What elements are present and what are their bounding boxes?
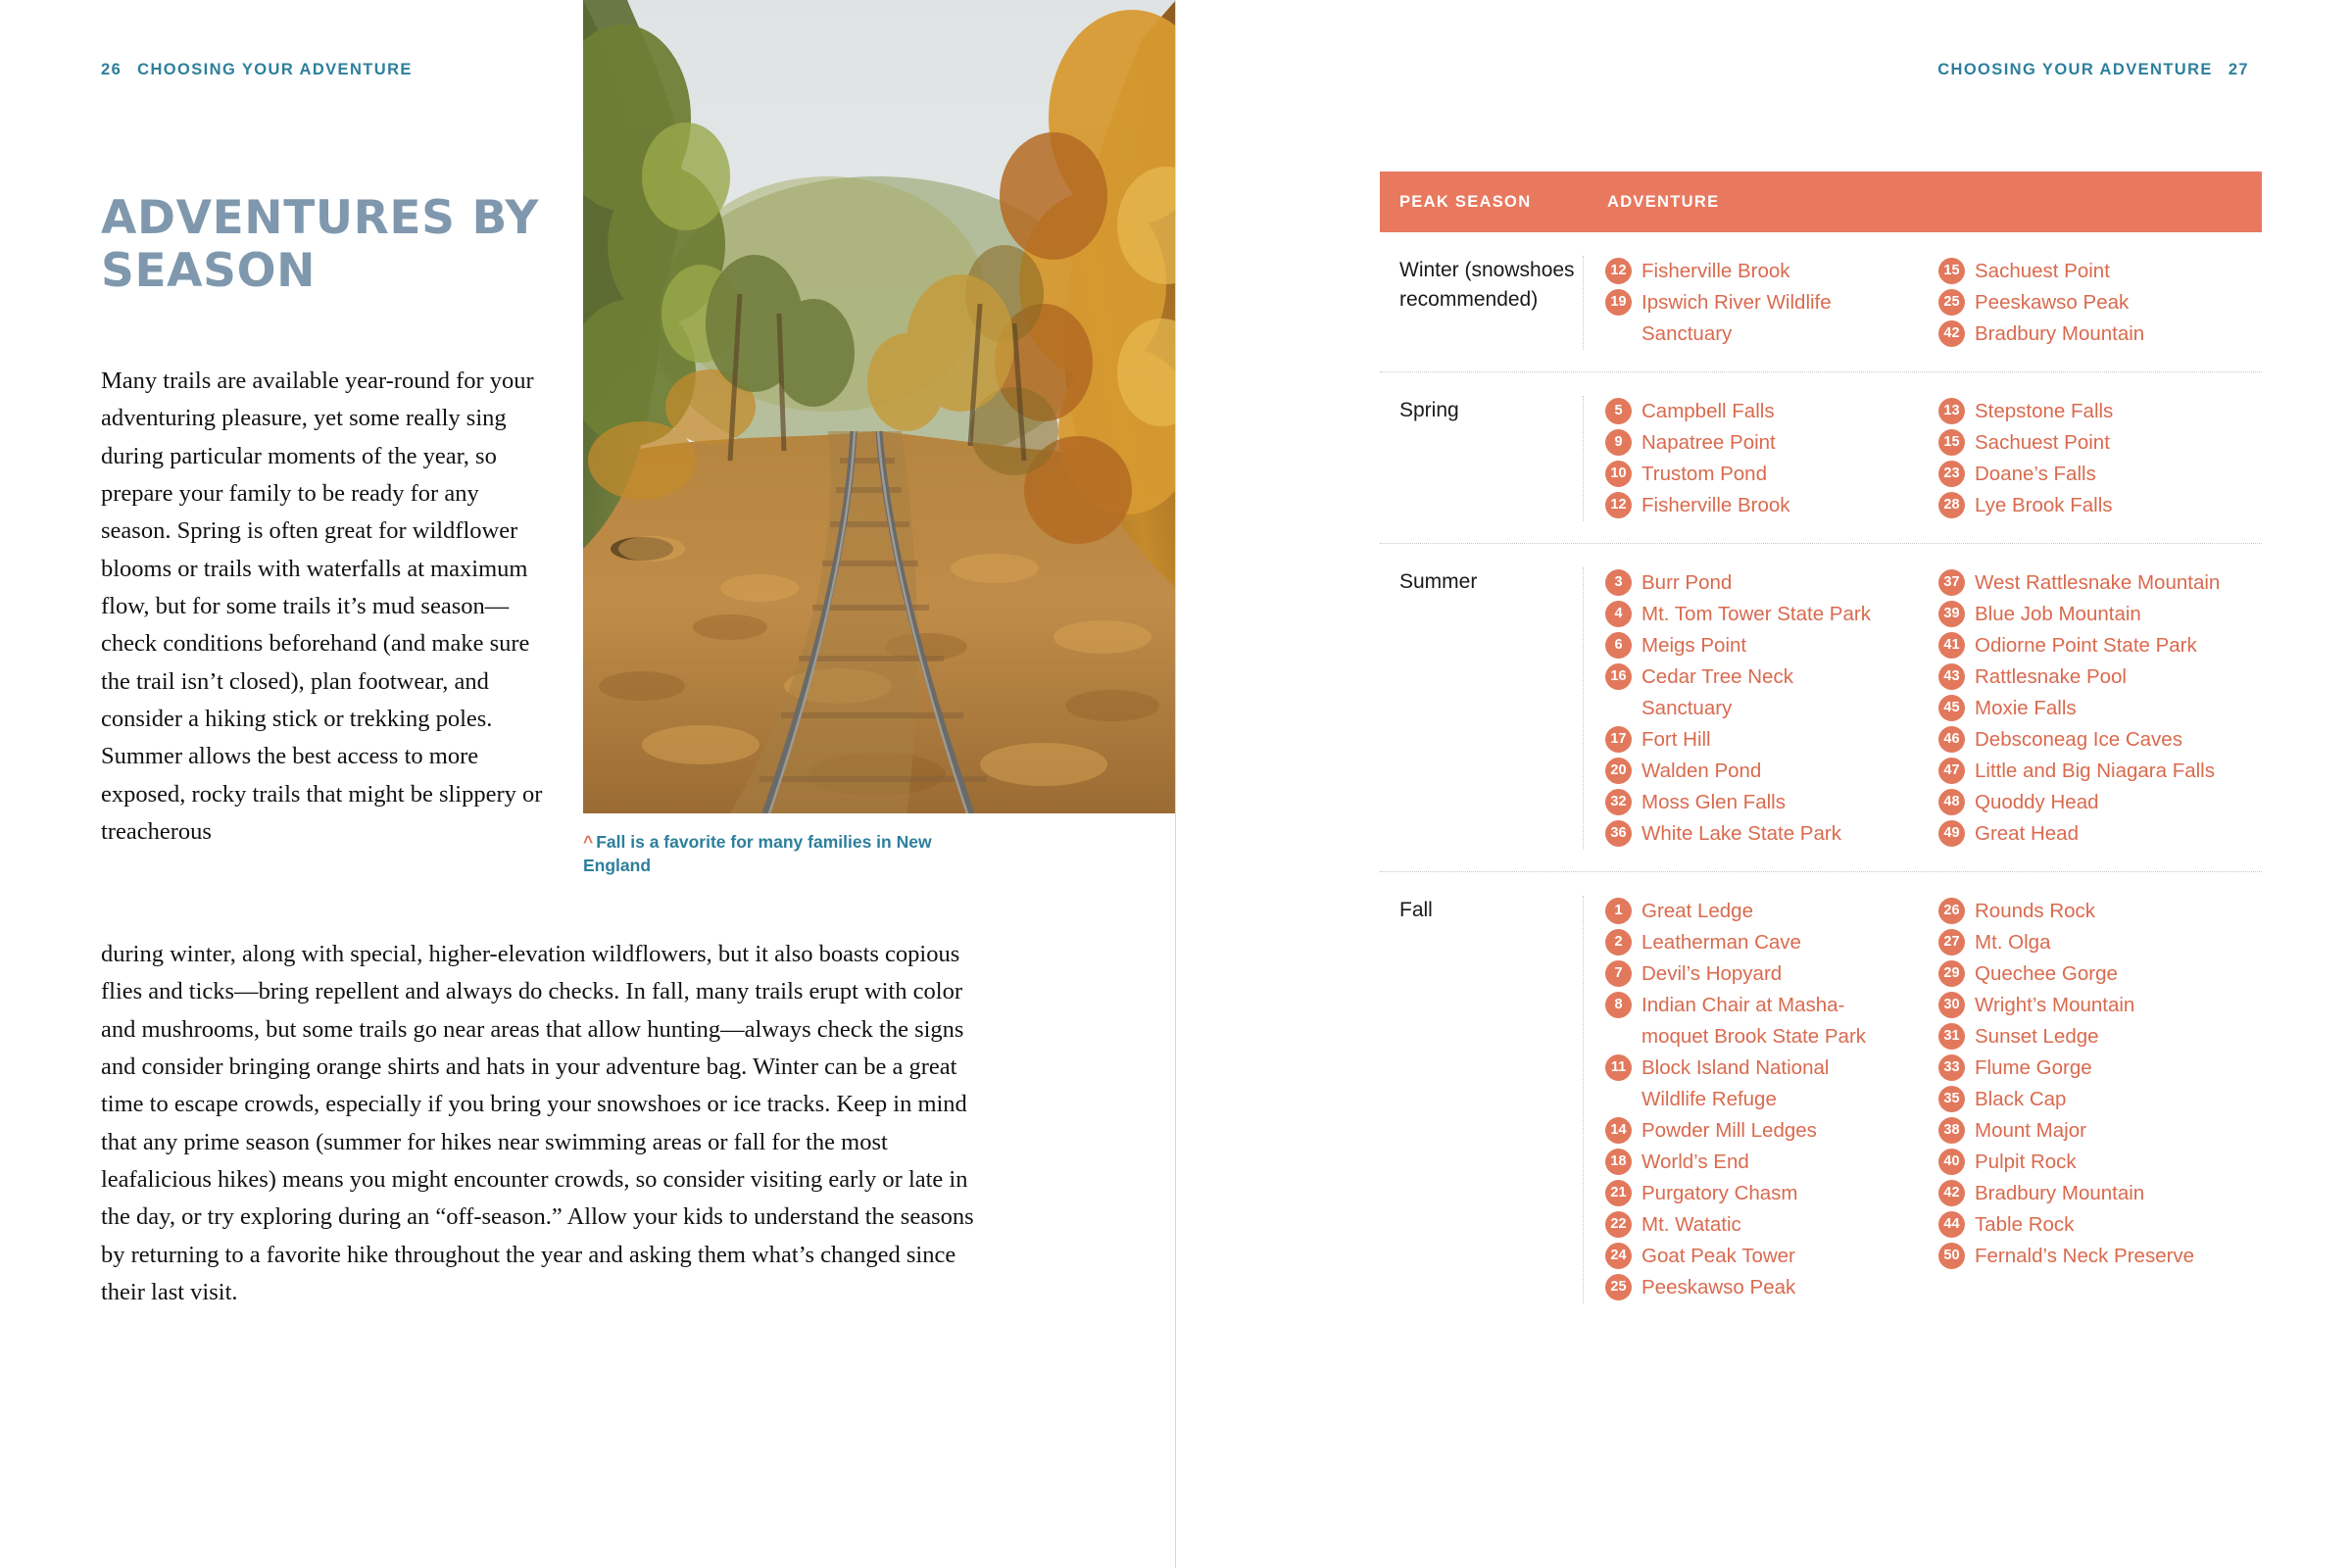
adventure-number-badge: 2 — [1605, 929, 1632, 956]
adventure-list-item[interactable] — [1605, 256, 1938, 284]
adventure-name: Blue Job Mountain — [1975, 603, 2141, 625]
adventure-list-item[interactable] — [1605, 459, 1938, 487]
adventure-list-item[interactable] — [1605, 567, 1938, 596]
adventure-list-item[interactable] — [1938, 287, 2262, 316]
body-paragraph-wide: during winter, along with special, higher-elevation wildflowers, but it also boasts copious flies and ticks—bring repellent and always do checks. In fall, many trails erupt with color and mushrooms, but some trails go near areas that allow hunting—always check the signs and consider bringing orange shirts and hats in your adventure bag. Winter can be a great time to escape crowds, especially if you bring your snowshoes or ice tracks. Keep in mind that any prime season (summer for hikes near swimming areas or fall for the most leafalicious hikes) means you might encounter crowds, so consider visiting early or late in the day, or try exploring during an “off-season.” Allow your kids to understand the seasons by returning to a favorite hike throughout the year and asking them what’s changed since their last visit. — [101, 941, 974, 1305]
adventure-column — [1938, 396, 2262, 521]
adventure-number-badge: 46 — [1938, 726, 1965, 753]
adventure-list-item[interactable] — [1605, 427, 1938, 456]
adventure-list-item[interactable] — [1605, 396, 1938, 424]
adventure-list-item[interactable] — [1605, 896, 1938, 924]
adventure-number-badge: 50 — [1938, 1243, 1965, 1269]
season-label: Summer — [1380, 567, 1584, 850]
column-header-adventure: ADVENTURE — [1607, 192, 1720, 211]
adventure-name: White Lake State Park — [1642, 822, 1841, 845]
adventure-name: World’s End — [1642, 1151, 1749, 1173]
adventure-number-badge: 35 — [1938, 1086, 1965, 1112]
adventure-name: Cedar Tree Neck — [1642, 665, 1793, 688]
adventure-name: Sanctuary — [1642, 697, 1733, 719]
adventure-number-badge: 31 — [1938, 1023, 1965, 1050]
adventure-number-badge: 42 — [1938, 320, 1965, 347]
adventure-name: Pulpit Rock — [1975, 1151, 2077, 1173]
adventure-number-badge: 49 — [1938, 820, 1965, 847]
page-number-right: 27 — [2228, 61, 2249, 78]
right-page — [1176, 0, 2352, 1568]
table-row — [1380, 372, 2262, 544]
adventure-list-item[interactable] — [1938, 756, 2262, 784]
adventure-name: Stepstone Falls — [1975, 400, 2114, 422]
adventure-name: Flume Gorge — [1975, 1056, 2092, 1079]
adventure-name: Fisherville Brook — [1642, 494, 1790, 516]
adventure-name: Ipswich River Wildlife — [1642, 291, 1832, 314]
adventure-list-item[interactable] — [1938, 818, 2262, 847]
adventure-name: Bradbury Mountain — [1975, 322, 2145, 345]
page-number-left: 26 — [101, 61, 122, 78]
adventure-list-item[interactable] — [1605, 927, 1938, 956]
running-head-left-text: CHOOSING YOUR ADVENTURE — [137, 61, 413, 78]
adventure-list-item[interactable] — [1938, 1084, 2262, 1112]
adventure-list-item[interactable] — [1938, 1209, 2262, 1238]
adventure-number-badge: 3 — [1605, 569, 1632, 596]
adventure-column — [1938, 896, 2262, 1303]
adventure-list-item[interactable] — [1605, 818, 1938, 847]
adventure-cell — [1584, 396, 2262, 521]
adventure-name: Odiorne Point State Park — [1975, 634, 2197, 657]
adventure-name: Fernald’s Neck Preserve — [1975, 1245, 2195, 1267]
adventure-name: Mt. Watatic — [1642, 1213, 1741, 1236]
adventure-list-item[interactable] — [1938, 1147, 2262, 1175]
photo-fall-railroad — [583, 0, 1176, 813]
adventure-number-badge: 25 — [1605, 1274, 1632, 1300]
adventure-name: Devil’s Hopyard — [1642, 962, 1783, 985]
adventure-number-badge: 18 — [1605, 1149, 1632, 1175]
adventure-list-item[interactable] — [1938, 990, 2262, 1018]
adventure-name: Rattlesnake Pool — [1975, 665, 2127, 688]
caption-arrow-icon: ^ — [583, 832, 594, 852]
adventure-number-badge: 10 — [1605, 461, 1632, 487]
adventure-list-item[interactable] — [1938, 256, 2262, 284]
adventure-name: Table Rock — [1975, 1213, 2075, 1236]
adventure-number-badge: 15 — [1938, 429, 1965, 456]
adventure-number-badge: 11 — [1605, 1054, 1632, 1081]
adventure-list-item[interactable] — [1938, 490, 2262, 518]
adventure-number-badge: 4 — [1605, 601, 1632, 627]
column-header-peak-season: PEAK SEASON — [1399, 192, 1532, 211]
adventure-number-badge: 39 — [1938, 601, 1965, 627]
adventure-number-badge: 7 — [1605, 960, 1632, 987]
adventure-name: Great Head — [1975, 822, 2079, 845]
adventure-list-item[interactable] — [1938, 958, 2262, 987]
adventure-list-item[interactable] — [1605, 1272, 1938, 1300]
adventure-number-badge: 12 — [1605, 492, 1632, 518]
adventure-name: Goat Peak Tower — [1642, 1245, 1795, 1267]
adventure-number-badge: 41 — [1938, 632, 1965, 659]
table-row — [1380, 544, 2262, 872]
adventure-number-badge: 42 — [1938, 1180, 1965, 1206]
adventure-list-item[interactable] — [1605, 724, 1938, 753]
adventure-list-item[interactable] — [1938, 630, 2262, 659]
adventure-number-badge: 12 — [1605, 258, 1632, 284]
adventure-name: Mt. Tom Tower State Park — [1642, 603, 1871, 625]
adventure-name: Black Cap — [1975, 1088, 2067, 1110]
adventure-name: Meigs Point — [1642, 634, 1747, 657]
adventure-name: Debsconeag Ice Caves — [1975, 728, 2182, 751]
adventure-name: Great Ledge — [1642, 900, 1753, 922]
adventure-number-badge: 30 — [1938, 992, 1965, 1018]
adventure-name: Trustom Pond — [1642, 463, 1767, 485]
adventure-list-item[interactable] — [1938, 1241, 2262, 1269]
running-head-right — [1937, 61, 2249, 79]
adventure-list-item[interactable] — [1605, 662, 1938, 690]
adventure-list-item[interactable] — [1605, 1115, 1938, 1144]
adventure-name: Fisherville Brook — [1642, 260, 1790, 282]
adventure-list-item[interactable] — [1938, 427, 2262, 456]
adventure-number-badge: 47 — [1938, 758, 1965, 784]
adventure-number-badge: 38 — [1938, 1117, 1965, 1144]
table-row — [1380, 872, 2262, 1325]
adventure-column — [1938, 256, 2262, 350]
adventure-name: Lye Brook Falls — [1975, 494, 2113, 516]
adventure-number-badge: 23 — [1938, 461, 1965, 487]
adventure-cell — [1584, 896, 2262, 1303]
adventure-number-badge: 32 — [1605, 789, 1632, 815]
adventure-list-item[interactable] — [1605, 1178, 1938, 1206]
adventure-list-item[interactable] — [1605, 1209, 1938, 1238]
adventure-name: Bradbury Mountain — [1975, 1182, 2145, 1204]
adventure-name: Napatree Point — [1642, 431, 1776, 454]
adventure-column — [1938, 567, 2262, 850]
adventure-list-item[interactable] — [1605, 958, 1938, 987]
adventure-name: Sachuest Point — [1975, 260, 2110, 282]
adventure-list-item[interactable] — [1605, 1084, 1938, 1112]
adventure-name: Doane’s Falls — [1975, 463, 2096, 485]
adventure-number-badge: 6 — [1605, 632, 1632, 659]
adventure-number-badge: 43 — [1938, 663, 1965, 690]
adventure-number-badge: 37 — [1938, 569, 1965, 596]
running-head-right-text: CHOOSING YOUR ADVENTURE — [1937, 61, 2213, 78]
adventure-number-badge: 16 — [1605, 663, 1632, 690]
adventure-list-item[interactable] — [1605, 1053, 1938, 1081]
adventure-name: Quoddy Head — [1975, 791, 2099, 813]
adventure-list-item[interactable] — [1605, 630, 1938, 659]
adventure-name: Sanctuary — [1642, 322, 1733, 345]
adventure-number-badge: 48 — [1938, 789, 1965, 815]
adventure-number-badge: 17 — [1605, 726, 1632, 753]
table-row — [1380, 232, 2262, 372]
adventure-number-badge: 9 — [1605, 429, 1632, 456]
adventure-name: Fort Hill — [1642, 728, 1711, 751]
adventure-list-item[interactable] — [1605, 1147, 1938, 1175]
adventure-column — [1605, 256, 1938, 350]
adventure-list-item[interactable] — [1605, 490, 1938, 518]
adventure-name: West Rattlesnake Mountain — [1975, 571, 2221, 594]
adventure-number-badge: 33 — [1938, 1054, 1965, 1081]
adventure-name: moquet Brook State Park — [1642, 1025, 1867, 1048]
adventure-number-badge: 15 — [1938, 258, 1965, 284]
adventure-list-item[interactable] — [1605, 1021, 1938, 1050]
adventure-number-badge: 14 — [1605, 1117, 1632, 1144]
adventure-name: Campbell Falls — [1642, 400, 1775, 422]
adventure-list-item[interactable] — [1938, 662, 2262, 690]
body-paragraph-narrow: Many trails are available year-round for your adventuring pleasure, yet some really sing during particular moments of the year, so prepare your family to be ready for any season. Spring is often great for wildflower blooms or trails with waterfalls at maximum flow, but for some trails it’s mud season—check conditions beforehand (and make sure the trail isn’t closed), plan footwear, and consider a hiking stick or trekking poles. Summer allows the best access to more exposed, rocky trails that might be slippery or treacherous — [101, 368, 543, 845]
adventure-name: Leatherman Cave — [1642, 931, 1801, 954]
adventure-name: Peeskawso Peak — [1642, 1276, 1796, 1298]
adventure-name: Rounds Rock — [1975, 900, 2096, 922]
adventure-name: Burr Pond — [1642, 571, 1733, 594]
adventure-list-item[interactable] — [1938, 787, 2262, 815]
adventure-number-badge: 25 — [1938, 289, 1965, 316]
adventure-number-badge: 29 — [1938, 960, 1965, 987]
adventure-list-item[interactable] — [1938, 567, 2262, 596]
adventure-list-item[interactable] — [1605, 1241, 1938, 1269]
adventure-column — [1605, 396, 1938, 521]
adventure-number-badge: 5 — [1605, 398, 1632, 424]
adventure-list-item[interactable] — [1938, 896, 2262, 924]
adventure-name: Mount Major — [1975, 1119, 2086, 1142]
adventure-list-item[interactable] — [1605, 693, 1938, 721]
adventure-cell — [1584, 567, 2262, 850]
adventure-number-badge: 45 — [1938, 695, 1965, 721]
adventure-name: Quechee Gorge — [1975, 962, 2118, 985]
adventure-cell — [1584, 256, 2262, 350]
adventure-number-badge: 22 — [1605, 1211, 1632, 1238]
adventure-list-item[interactable] — [1605, 787, 1938, 815]
adventure-name: Purgatory Chasm — [1642, 1182, 1798, 1204]
page-title: ADVENTURES BY SEASON — [101, 191, 540, 299]
adventure-name: Mt. Olga — [1975, 931, 2051, 954]
adventure-number-badge: 20 — [1605, 758, 1632, 784]
adventure-number-badge: 1 — [1605, 898, 1632, 924]
adventure-number-badge: 28 — [1938, 492, 1965, 518]
adventure-name: Moss Glen Falls — [1642, 791, 1786, 813]
adventure-list-item[interactable] — [1938, 459, 2262, 487]
adventure-number-badge: 8 — [1605, 992, 1632, 1018]
adventure-number-badge: 40 — [1938, 1149, 1965, 1175]
season-label: Winter (snowshoes recommended) — [1380, 256, 1584, 350]
adventure-name: Sunset Ledge — [1975, 1025, 2099, 1048]
adventure-name: Wildlife Refuge — [1642, 1088, 1777, 1110]
adventure-list-item[interactable] — [1605, 990, 1938, 1018]
adventure-list-item[interactable] — [1605, 756, 1938, 784]
adventure-name: Little and Big Niagara Falls — [1975, 760, 2215, 782]
adventure-list-item[interactable] — [1938, 599, 2262, 627]
adventure-list-item[interactable] — [1938, 1021, 2262, 1050]
adventure-list-item[interactable] — [1605, 287, 1938, 316]
photo-caption-text: Fall is a favorite for many families in New England — [583, 832, 932, 875]
running-head-left — [101, 61, 413, 79]
adventure-name: Block Island National — [1642, 1056, 1830, 1079]
adventure-number-badge: 24 — [1605, 1243, 1632, 1269]
adventure-name: Walden Pond — [1642, 760, 1762, 782]
adventure-list-item[interactable] — [1938, 1053, 2262, 1081]
adventure-number-badge: 26 — [1938, 898, 1965, 924]
adventure-list-item[interactable] — [1938, 318, 2262, 347]
adventure-number-badge: 19 — [1605, 289, 1632, 316]
adventure-name: Sachuest Point — [1975, 431, 2110, 454]
adventure-list-item[interactable] — [1938, 693, 2262, 721]
adventure-list-item[interactable] — [1938, 396, 2262, 424]
season-label: Spring — [1380, 396, 1584, 521]
adventure-name: Moxie Falls — [1975, 697, 2077, 719]
adventure-list-item[interactable] — [1605, 599, 1938, 627]
table-body — [1380, 232, 2262, 1325]
adventure-name: Indian Chair at Masha- — [1642, 994, 1845, 1016]
adventure-list-item[interactable] — [1938, 927, 2262, 956]
adventure-number-badge: 44 — [1938, 1211, 1965, 1238]
adventure-list-item[interactable] — [1605, 318, 1938, 347]
seasons-table — [1380, 172, 2262, 1325]
adventure-column — [1605, 567, 1938, 850]
adventure-name: Wright’s Mountain — [1975, 994, 2135, 1016]
adventure-name: Peeskawso Peak — [1975, 291, 2130, 314]
adventure-name: Powder Mill Ledges — [1642, 1119, 1817, 1142]
season-label: Fall — [1380, 896, 1584, 1303]
adventure-column — [1605, 896, 1938, 1303]
adventure-number-badge: 36 — [1605, 820, 1632, 847]
table-header-row — [1380, 172, 2262, 232]
adventure-list-item[interactable] — [1938, 724, 2262, 753]
photo-caption — [583, 831, 975, 877]
adventure-list-item[interactable] — [1938, 1178, 2262, 1206]
adventure-number-badge: 21 — [1605, 1180, 1632, 1206]
adventure-number-badge: 27 — [1938, 929, 1965, 956]
adventure-number-badge: 13 — [1938, 398, 1965, 424]
adventure-list-item[interactable] — [1938, 1115, 2262, 1144]
